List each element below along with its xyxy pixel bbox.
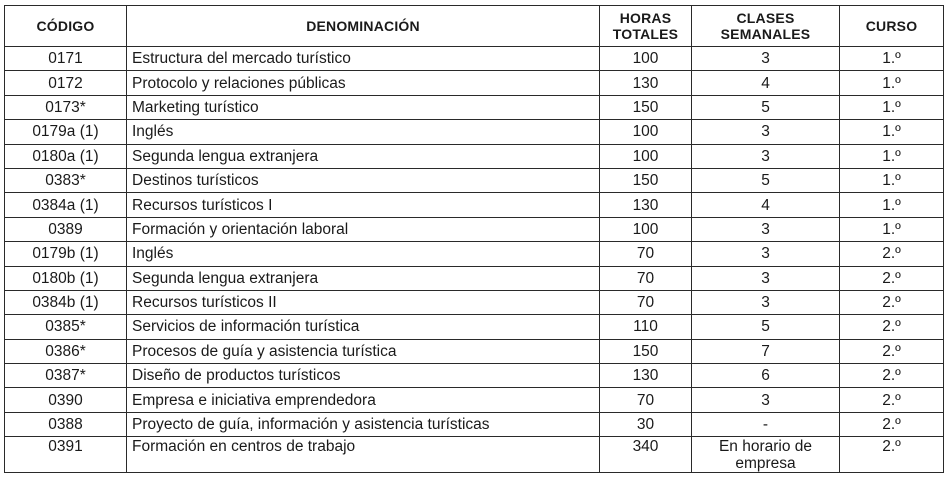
- cell-clases: 6: [692, 364, 840, 388]
- cell-curso: 2.º: [840, 388, 944, 412]
- table-row: [5, 193, 944, 217]
- table-row: [5, 266, 944, 290]
- table-row: [5, 95, 944, 119]
- header-horas-line1: HORAS: [619, 10, 672, 26]
- cell-clases: 3: [692, 144, 840, 168]
- cell-codigo: 0391: [5, 437, 127, 473]
- cell-horas: 130: [600, 364, 692, 388]
- cell-denominacion: Estructura del mercado turístico: [127, 47, 600, 71]
- cell-clases: 5: [692, 95, 840, 119]
- cell-curso: 1.º: [840, 120, 944, 144]
- cell-horas: 150: [600, 95, 692, 119]
- cell-clases: 3: [692, 388, 840, 412]
- cell-denominacion: Segunda lengua extranjera: [127, 144, 600, 168]
- cell-clases: 5: [692, 168, 840, 192]
- cell-codigo: 0173*: [5, 95, 127, 119]
- cell-horas: 150: [600, 168, 692, 192]
- cell-codigo: 0180b (1): [5, 266, 127, 290]
- cell-denominacion: Segunda lengua extranjera: [127, 266, 600, 290]
- cell-denominacion: Proyecto de guía, información y asistencia turísticas: [127, 412, 600, 436]
- table-row: [5, 412, 944, 436]
- cell-curso: 1.º: [840, 168, 944, 192]
- cell-denominacion: Destinos turísticos: [127, 168, 600, 192]
- cell-denominacion: Procesos de guía y asistencia turística: [127, 339, 600, 363]
- cell-denominacion: Servicios de información turística: [127, 315, 600, 339]
- cell-codigo: 0180a (1): [5, 144, 127, 168]
- cell-curso: 2.º: [840, 412, 944, 436]
- cell-codigo: 0389: [5, 217, 127, 241]
- cell-denominacion: Formación y orientación laboral: [127, 217, 600, 241]
- cell-horas: 70: [600, 242, 692, 266]
- table-row: [5, 339, 944, 363]
- cell-curso: 1.º: [840, 71, 944, 95]
- cell-denominacion: Marketing turístico: [127, 95, 600, 119]
- cell-horas: 340: [600, 437, 692, 473]
- cell-codigo: 0179b (1): [5, 242, 127, 266]
- cell-curso: 2.º: [840, 290, 944, 314]
- cell-curso: 2.º: [840, 364, 944, 388]
- cell-clases: 3: [692, 217, 840, 241]
- cell-curso: 2.º: [840, 339, 944, 363]
- cell-clases: 3: [692, 290, 840, 314]
- header-codigo: CÓDIGO: [5, 6, 127, 47]
- cell-clases: -: [692, 412, 840, 436]
- table-row: [5, 364, 944, 388]
- cell-codigo: 0172: [5, 71, 127, 95]
- cell-horas: 100: [600, 47, 692, 71]
- table-row: [5, 388, 944, 412]
- cell-curso: 1.º: [840, 144, 944, 168]
- header-horas-line2: TOTALES: [612, 26, 679, 42]
- cell-clases: 7: [692, 339, 840, 363]
- cell-horas: 30: [600, 412, 692, 436]
- cell-horas: 100: [600, 120, 692, 144]
- cell-denominacion: Inglés: [127, 120, 600, 144]
- cell-clases: 5: [692, 315, 840, 339]
- cell-clases: 3: [692, 242, 840, 266]
- table-row: [5, 242, 944, 266]
- cell-denominacion: Inglés: [127, 242, 600, 266]
- cell-denominacion: Diseño de productos turísticos: [127, 364, 600, 388]
- header-row: [5, 6, 944, 47]
- cell-denominacion: Recursos turísticos II: [127, 290, 600, 314]
- header-horas: [600, 6, 692, 47]
- cell-codigo: 0384a (1): [5, 193, 127, 217]
- cell-curso: 1.º: [840, 217, 944, 241]
- table-row: [5, 71, 944, 95]
- cell-clases: 3: [692, 120, 840, 144]
- cell-horas: 130: [600, 71, 692, 95]
- table-row: [5, 168, 944, 192]
- cell-horas: 70: [600, 388, 692, 412]
- cell-curso: 2.º: [840, 437, 944, 473]
- cell-curso: 1.º: [840, 47, 944, 71]
- cell-horas: 150: [600, 339, 692, 363]
- header-clases-line1: CLASES: [736, 10, 795, 26]
- cell-codigo: 0390: [5, 388, 127, 412]
- cell-codigo: 0179a (1): [5, 120, 127, 144]
- table-row: [5, 290, 944, 314]
- cell-codigo: 0387*: [5, 364, 127, 388]
- table-row: [5, 144, 944, 168]
- cell-denominacion: Protocolo y relaciones públicas: [127, 71, 600, 95]
- table-row: [5, 437, 944, 473]
- cell-horas: 100: [600, 217, 692, 241]
- cell-codigo: 0171: [5, 47, 127, 71]
- table-row: [5, 315, 944, 339]
- cell-curso: 2.º: [840, 266, 944, 290]
- cell-horas: 130: [600, 193, 692, 217]
- cell-codigo: 0388: [5, 412, 127, 436]
- header-denominacion: DENOMINACIÓN: [127, 6, 600, 47]
- cell-codigo: 0386*: [5, 339, 127, 363]
- cell-codigo: 0385*: [5, 315, 127, 339]
- cell-horas: 110: [600, 315, 692, 339]
- cell-horas: 70: [600, 290, 692, 314]
- modules-table: [4, 5, 944, 473]
- cell-clases: 3: [692, 266, 840, 290]
- cell-curso: 1.º: [840, 193, 944, 217]
- cell-clases: 3: [692, 47, 840, 71]
- cell-clases: En horario de empresa: [692, 437, 840, 473]
- cell-curso: 2.º: [840, 242, 944, 266]
- cell-clases: 4: [692, 193, 840, 217]
- cell-denominacion: Empresa e iniciativa emprendedora: [127, 388, 600, 412]
- cell-denominacion: Formación en centros de trabajo: [127, 437, 600, 473]
- cell-horas: 100: [600, 144, 692, 168]
- cell-codigo: 0383*: [5, 168, 127, 192]
- header-clases-line2: SEMANALES: [720, 26, 811, 42]
- table-row: [5, 47, 944, 71]
- header-clases: [692, 6, 840, 47]
- cell-clases: 4: [692, 71, 840, 95]
- cell-horas: 70: [600, 266, 692, 290]
- header-curso: CURSO: [840, 6, 944, 47]
- table-row: [5, 217, 944, 241]
- cell-denominacion: Recursos turísticos I: [127, 193, 600, 217]
- cell-codigo: 0384b (1): [5, 290, 127, 314]
- table-row: [5, 120, 944, 144]
- cell-curso: 2.º: [840, 315, 944, 339]
- cell-curso: 1.º: [840, 95, 944, 119]
